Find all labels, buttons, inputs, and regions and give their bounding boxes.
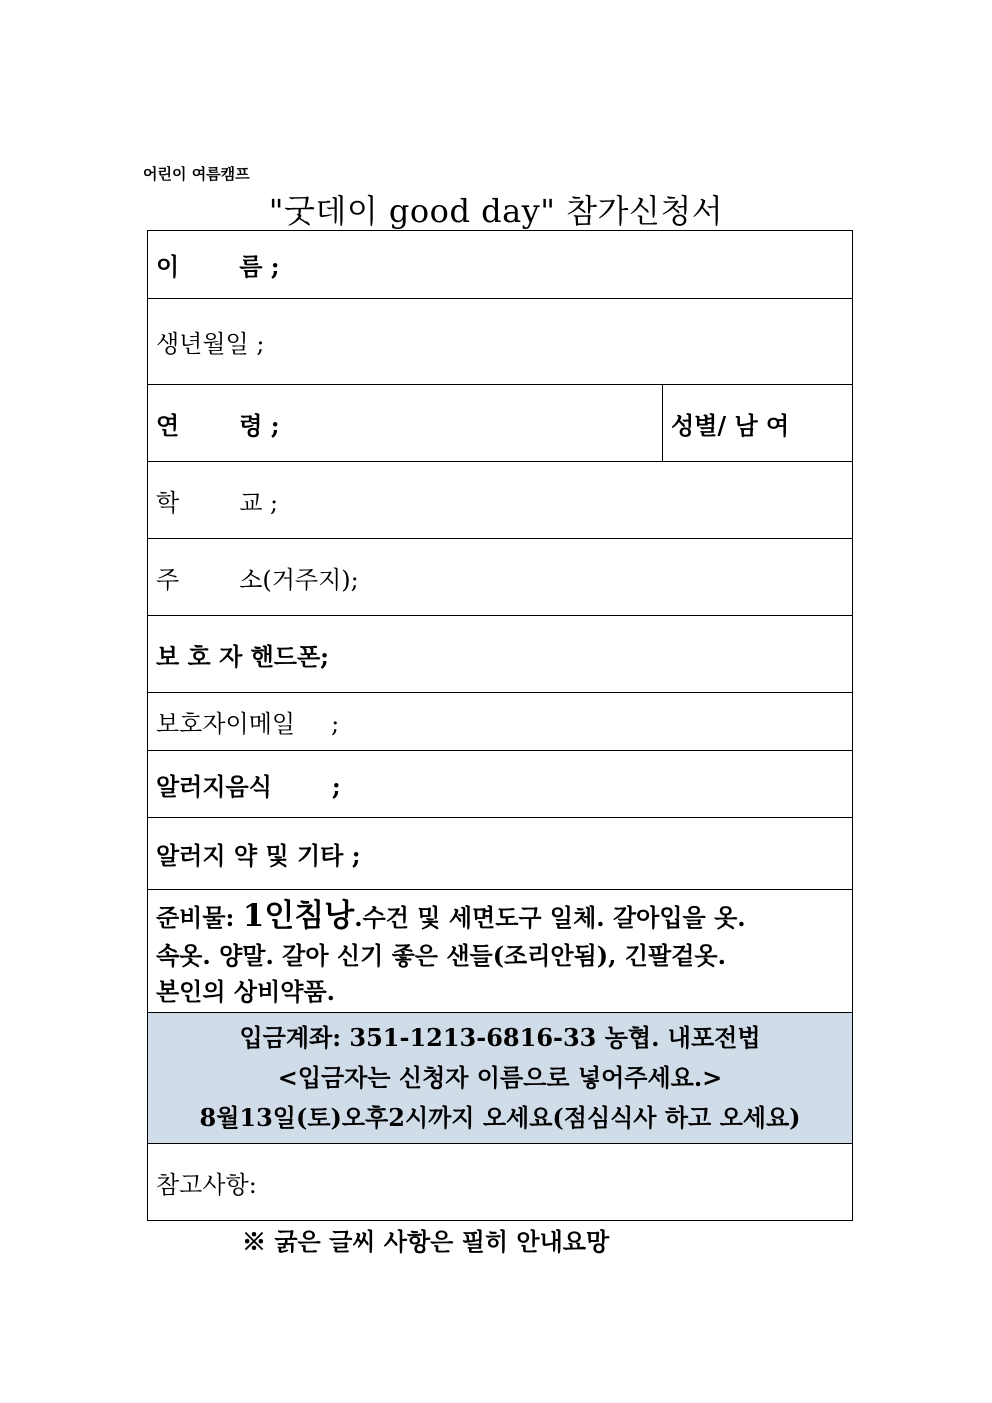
camp-label: 어린이 여름캠프: [143, 165, 250, 183]
depositor-instruction-line: <입금자는 신청자 이름으로 넣어주세요.>: [277, 1063, 723, 1092]
school-label-second: 교 ;: [239, 488, 279, 517]
application-form-table: [147, 230, 853, 1221]
allergy-food-label: 알러지음식: [156, 771, 272, 801]
birthdate-label: 생년월일 ;: [156, 330, 265, 358]
remarks-label: 참고사항:: [156, 1170, 257, 1199]
preparation-items: [148, 890, 853, 1013]
name-field[interactable]: [148, 231, 853, 299]
document-title: "굿데이 good day" 참가신청서: [268, 192, 724, 230]
preparation-prefix: 준비물:: [156, 903, 235, 932]
age-label-first: 연: [156, 410, 180, 440]
name-row: [148, 231, 853, 299]
allergy-food-row: [148, 751, 853, 818]
remarks-field[interactable]: [148, 1144, 853, 1221]
sleeping-bag-highlight: 1인침낭: [242, 898, 355, 934]
allergy-medicine-row: [148, 818, 853, 890]
preparation-line-3: 본인의 상비약품.: [156, 977, 335, 1006]
guardian-email-row: [148, 693, 853, 751]
remarks-row: [148, 1144, 853, 1221]
guardian-phone-label: 보 호 자 핸드폰;: [156, 641, 330, 671]
guardian-email-field[interactable]: [148, 693, 853, 751]
arrival-time-line: 8월13일(토)오후2시까지 오세요(점심식사 하고 오세요): [199, 1103, 801, 1132]
allergy-medicine-label: 알러지 약 및 기타 ;: [156, 841, 361, 870]
school-row: [148, 462, 853, 539]
address-label-second: 소(거주지);: [239, 565, 359, 594]
preparation-row: [148, 890, 853, 1013]
guardian-email-label: 보호자이메일: [156, 710, 296, 738]
allergy-food-separator: ;: [331, 771, 341, 801]
age-label-second: 령 ;: [239, 410, 280, 440]
address-label-first: 주: [156, 565, 180, 594]
preparation-line-1: [156, 896, 852, 936]
guardian-phone-field[interactable]: [148, 616, 853, 693]
footer-note: ※ 굵은 글씨 사항은 필히 안내요망: [242, 1227, 610, 1256]
allergy-medicine-field[interactable]: [148, 818, 853, 890]
age-field[interactable]: [148, 385, 663, 462]
bank-info-row: [148, 1013, 853, 1144]
preparation-line-1-rest: .수건 및 세면도구 일체. 갈아입을 옷.: [354, 903, 746, 932]
gender-label: 성별/ 남 여: [671, 410, 790, 440]
school-label-first: 학: [156, 488, 180, 517]
age-gender-row: [148, 385, 853, 462]
guardian-phone-row: [148, 616, 853, 693]
address-field[interactable]: [148, 539, 853, 616]
name-label-second: 름 ;: [239, 252, 280, 281]
allergy-food-field[interactable]: [148, 751, 853, 818]
school-field[interactable]: [148, 462, 853, 539]
gender-field[interactable]: [663, 385, 853, 462]
address-row: [148, 539, 853, 616]
birthdate-row: [148, 299, 853, 385]
birthdate-field[interactable]: [148, 299, 853, 385]
preparation-line-2: 속옷. 양말. 갈아 신기 좋은 샌들(조리안됨), 긴팔겉옷.: [156, 941, 726, 970]
bank-account-line: 입금계좌: 351-1213-6816-33 농협. 내포전법: [239, 1023, 761, 1052]
name-label-first: 이: [156, 252, 180, 281]
guardian-email-separator: ;: [331, 710, 340, 738]
bank-info: [148, 1013, 853, 1144]
